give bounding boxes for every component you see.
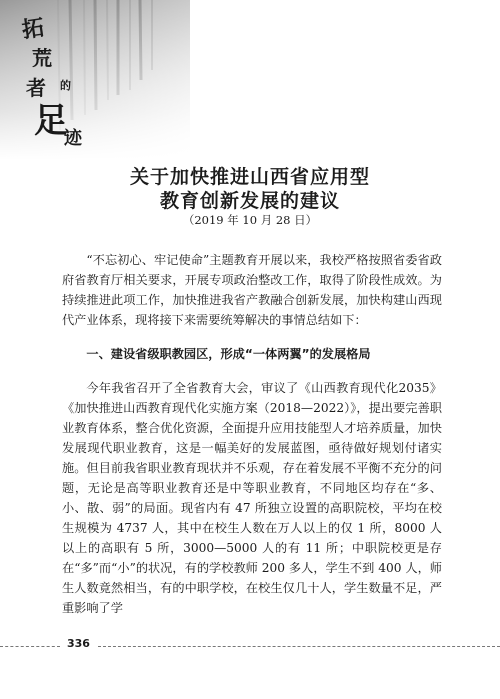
page-number: 336 [64, 637, 93, 650]
series-char: 者 [26, 76, 46, 100]
article-title-line1: 关于加快推进山西省应用型 [129, 166, 370, 188]
intro-paragraph: “不忘初心、牢记使命”主题教育开展以来，我校严格按照省委省政府省教育厅相关要求，开展专项政治整改工作，取得了阶段性成效。为持续推进此项工作，加快推进我省产教融合创新发展，加快构建山西现代产业体系，现将接下来需要统筹解决的事情总结如下： [62, 253, 442, 327]
article-date: （2019 年 10 月 28 日） [182, 213, 318, 227]
series-char: 荒 [32, 46, 52, 70]
body-paragraph: 今年我省召开了全省教育大会，审议了《山西教育现代化2035》《加快推进山西教育现代化实施方案（2018—2022）》，提出要完善职业教育体系，整合优化资源，全面提升应用技能型人才培养质量，加快发展现代职业教育，这是一幅美好的发展蓝图，亟待做好规划付诸实施。但目前我省职业教育现状并不乐观，存在着发展不平衡不充分的问题，无论是高等职业教育还是中等职业教育，不同地区均存在“多、小、散、弱”的局面。现省内有 47 所独立设置的高职院校，平均在校生规模为 4737 人，其中在校生人数在万人以上的仅 1 所，8000 人以上的高职有 5 所，3000—5000 人的有 11 所；中职院校更是存在“多”而“小”的状况，有的学校教师 200 多人，学生不到 400 人，师生人数竟然相当，有的中职学校，在校生仅几十人，学生数量不足，严重影响了学 [62, 381, 442, 615]
series-char: 拓 [20, 14, 46, 44]
series-char: 迹 [64, 128, 82, 149]
header-decoration [0, 0, 190, 160]
section-heading: 一、建设省级职教园区，形成“一体两翼”的发展格局 [86, 347, 371, 361]
article-body [62, 250, 442, 618]
footer-divider [0, 646, 60, 647]
series-title-calligraphy [20, 14, 90, 158]
footer-divider [98, 646, 500, 647]
series-char: 足 [34, 101, 68, 141]
article-title-line2: 教育创新发展的建议 [159, 190, 340, 212]
series-char: 的 [60, 79, 71, 92]
